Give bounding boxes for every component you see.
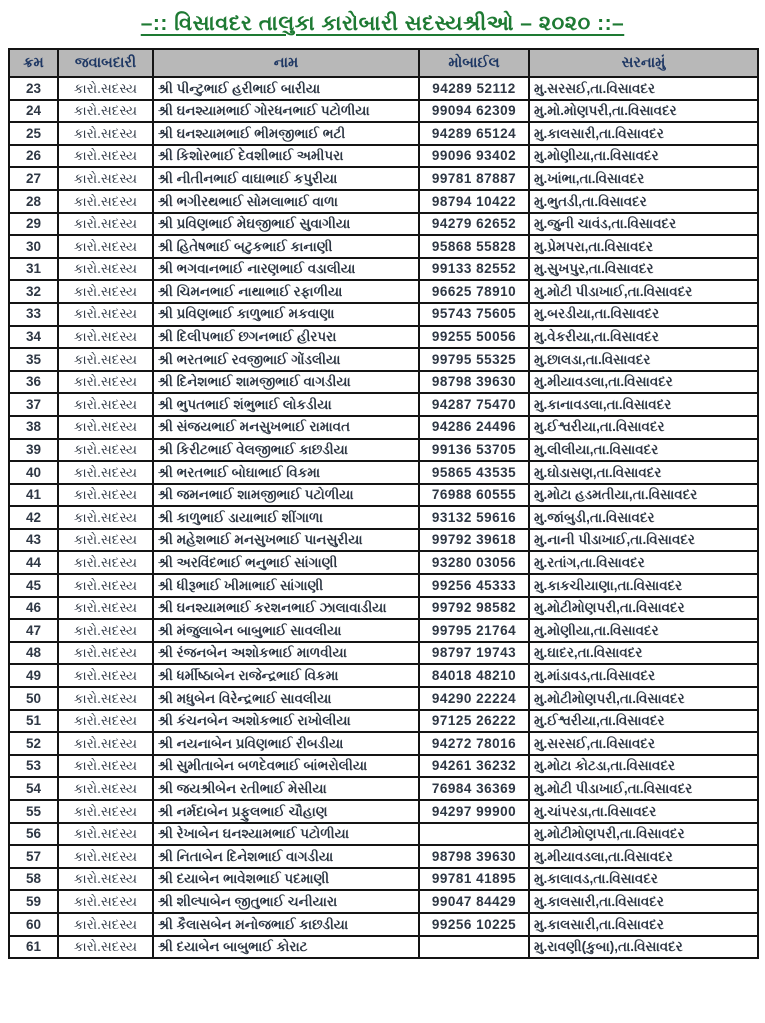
responsibility-cell: કારો.સદસ્ય bbox=[58, 619, 153, 642]
responsibility-cell: કારો.સદસ્ય bbox=[58, 461, 153, 484]
member-name-cell: શ્રી જયશ્રીબેન રતીભાઈ મેસીયા bbox=[153, 777, 419, 800]
address-cell: મુ.ભુતડી,તા.વિસાવદર bbox=[529, 190, 758, 213]
address-cell: મુ.રાવણી(કુબા),તા.વિસાવદર bbox=[529, 936, 758, 959]
address-cell: મુ.છાલડા,તા.વિસાવદર bbox=[529, 348, 758, 371]
responsibility-cell: કારો.સદસ્ય bbox=[58, 868, 153, 891]
mobile-number-cell: 99047 84429 bbox=[419, 890, 529, 913]
responsibility-cell: કારો.સદસ્ય bbox=[58, 213, 153, 236]
table-row bbox=[9, 303, 758, 326]
serial-no-cell: 25 bbox=[9, 122, 58, 145]
serial-no-cell: 61 bbox=[9, 936, 58, 959]
member-name-cell: શ્રી દિલીપભાઈ છગનભાઈ હીરપરા bbox=[153, 326, 419, 349]
address-cell: મુ.બરડીયા,તા.વિસાવદર bbox=[529, 303, 758, 326]
address-cell: મુ.સુખપુર,તા.વિસાવદર bbox=[529, 258, 758, 281]
serial-no-cell: 39 bbox=[9, 439, 58, 462]
responsibility-cell: કારો.સદસ્ય bbox=[58, 823, 153, 846]
address-cell: મુ.ખાંભા,તા.વિસાવદર bbox=[529, 167, 758, 190]
address-cell: મુ.મોણીયા,તા.વિસાવદર bbox=[529, 619, 758, 642]
serial-no-cell: 58 bbox=[9, 868, 58, 891]
address-cell: મુ.કાનાવડલા,તા.વિસાવદર bbox=[529, 393, 758, 416]
address-cell: મુ.મોટી પીડાખાઈ,તા.વિસાવદર bbox=[529, 777, 758, 800]
address-cell: મુ.નાની પીડાખાઈ,તા.વિસાવદર bbox=[529, 529, 758, 552]
table-row bbox=[9, 936, 758, 959]
address-cell: મુ.સરસઈ,તા.વિસાવદર bbox=[529, 732, 758, 755]
serial-no-cell: 29 bbox=[9, 213, 58, 236]
responsibility-cell: કારો.સદસ્ય bbox=[58, 732, 153, 755]
header-name: નામ bbox=[153, 49, 419, 77]
address-cell: મુ.મોટીમોણપરી,તા.વિસાવદર bbox=[529, 823, 758, 846]
member-name-cell: શ્રી ચિમનભાઈ નાથાભાઈ રફાળીયા bbox=[153, 280, 419, 303]
serial-no-cell: 51 bbox=[9, 710, 58, 733]
serial-no-cell: 60 bbox=[9, 913, 58, 936]
table-row bbox=[9, 167, 758, 190]
address-cell: મુ.મીયાવડલા,તા.વિસાવદર bbox=[529, 371, 758, 394]
responsibility-cell: કારો.સદસ્ય bbox=[58, 936, 153, 959]
mobile-number-cell: 97125 26222 bbox=[419, 710, 529, 733]
table-row bbox=[9, 597, 758, 620]
responsibility-cell: કારો.સદસ્ય bbox=[58, 642, 153, 665]
mobile-number-cell: 93132 59616 bbox=[419, 506, 529, 529]
table-row bbox=[9, 348, 758, 371]
header-address: સરનામું bbox=[529, 49, 758, 77]
serial-no-cell: 46 bbox=[9, 597, 58, 620]
member-name-cell: શ્રી મંજુલાબેન બાબુભાઈ સાવલીયા bbox=[153, 619, 419, 642]
serial-no-cell: 24 bbox=[9, 100, 58, 123]
serial-no-cell: 27 bbox=[9, 167, 58, 190]
member-name-cell: શ્રી ભગીરથભાઈ સોમલાભાઈ વાળા bbox=[153, 190, 419, 213]
serial-no-cell: 57 bbox=[9, 845, 58, 868]
responsibility-cell: કારો.સદસ્ય bbox=[58, 551, 153, 574]
address-cell: મુ.ચાંપરડા,તા.વિસાવદર bbox=[529, 800, 758, 823]
table-row bbox=[9, 687, 758, 710]
table-row bbox=[9, 77, 758, 100]
responsibility-cell: કારો.સદસ્ય bbox=[58, 348, 153, 371]
mobile-number-cell: 96625 78910 bbox=[419, 280, 529, 303]
serial-no-cell: 37 bbox=[9, 393, 58, 416]
member-name-cell: શ્રી કાળુભાઈ ડાયાભાઈ શીંગાળા bbox=[153, 506, 419, 529]
serial-no-cell: 59 bbox=[9, 890, 58, 913]
responsibility-cell: કારો.સદસ્ય bbox=[58, 574, 153, 597]
table-row bbox=[9, 800, 758, 823]
responsibility-cell: કારો.સદસ્ય bbox=[58, 190, 153, 213]
member-name-cell: શ્રી પ્રવિણભાઈ મેઘજીભાઈ સુવાગીયા bbox=[153, 213, 419, 236]
serial-no-cell: 56 bbox=[9, 823, 58, 846]
member-name-cell: શ્રી રંજનબેન અશોકભાઈ માળવીયા bbox=[153, 642, 419, 665]
table-row bbox=[9, 619, 758, 642]
responsibility-cell: કારો.સદસ્ય bbox=[58, 258, 153, 281]
serial-no-cell: 42 bbox=[9, 506, 58, 529]
mobile-number-cell: 98797 19743 bbox=[419, 642, 529, 665]
serial-no-cell: 45 bbox=[9, 574, 58, 597]
mobile-number-cell: 99795 21764 bbox=[419, 619, 529, 642]
address-cell: મુ.કાલસારી,તા.વિસાવદર bbox=[529, 122, 758, 145]
responsibility-cell: કારો.સદસ્ય bbox=[58, 371, 153, 394]
member-name-cell: શ્રી કંચનબેન અશોકભાઈ રાખોલીયા bbox=[153, 710, 419, 733]
header-mobile: મોબાઈલ bbox=[419, 49, 529, 77]
address-cell: મુ.વેકરીયા,તા.વિસાવદર bbox=[529, 326, 758, 349]
responsibility-cell: કારો.સદસ્ય bbox=[58, 145, 153, 168]
serial-no-cell: 31 bbox=[9, 258, 58, 281]
member-name-cell: શ્રી ભુપતભાઈ શંભુભાઈ લોકડીયા bbox=[153, 393, 419, 416]
table-row bbox=[9, 484, 758, 507]
address-cell: મુ.કાકચીયાણા,તા.વિસાવદર bbox=[529, 574, 758, 597]
member-name-cell: શ્રી સુમીતાબેન બળદેવભાઈ બાંભરોલીયા bbox=[153, 755, 419, 778]
responsibility-cell: કારો.સદસ્ય bbox=[58, 167, 153, 190]
mobile-number-cell: 94289 65124 bbox=[419, 122, 529, 145]
address-cell: મુ.જુની ચાવંડ,તા.વિસાવદર bbox=[529, 213, 758, 236]
member-name-cell: શ્રી ભરતભાઈ રવજીભાઈ ગોંડલીયા bbox=[153, 348, 419, 371]
table-row bbox=[9, 913, 758, 936]
mobile-number-cell: 94290 22224 bbox=[419, 687, 529, 710]
serial-no-cell: 48 bbox=[9, 642, 58, 665]
address-cell: મુ.મોટા કોટડા,તા.વિસાવદર bbox=[529, 755, 758, 778]
table-row bbox=[9, 710, 758, 733]
mobile-number-cell: 99133 82552 bbox=[419, 258, 529, 281]
mobile-number-cell: 93280 03056 bbox=[419, 551, 529, 574]
member-name-cell: શ્રી ભગવાનભાઈ નારણભાઈ વડાલીયા bbox=[153, 258, 419, 281]
members-table bbox=[8, 48, 759, 959]
mobile-number-cell: 94279 62652 bbox=[419, 213, 529, 236]
serial-no-cell: 40 bbox=[9, 461, 58, 484]
address-cell: મુ.મોણીયા,તા.વિસાવદર bbox=[529, 145, 758, 168]
mobile-number-cell bbox=[419, 823, 529, 846]
responsibility-cell: કારો.સદસ્ય bbox=[58, 664, 153, 687]
responsibility-cell: કારો.સદસ્ય bbox=[58, 529, 153, 552]
serial-no-cell: 36 bbox=[9, 371, 58, 394]
address-cell: મુ.સરસઈ,તા.વિસાવદર bbox=[529, 77, 758, 100]
mobile-number-cell: 98794 10422 bbox=[419, 190, 529, 213]
mobile-number-cell: 99136 53705 bbox=[419, 439, 529, 462]
member-name-cell: શ્રી પ્રવિણભાઈ કાળુભાઈ મકવાણા bbox=[153, 303, 419, 326]
mobile-number-cell: 76984 36369 bbox=[419, 777, 529, 800]
address-cell: મુ.ઈશ્વરીયા,તા.વિસાવદર bbox=[529, 710, 758, 733]
responsibility-cell: કારો.સદસ્ય bbox=[58, 439, 153, 462]
member-name-cell: શ્રી મહેશભાઈ મનસુખભાઈ પાનસુરીયા bbox=[153, 529, 419, 552]
member-name-cell: શ્રી ઘનશ્યામભાઈ ભીમજીભાઈ ભટી bbox=[153, 122, 419, 145]
member-name-cell: શ્રી રેખાબેન ઘનશ્યામભાઈ પટોળીયા bbox=[153, 823, 419, 846]
table-row bbox=[9, 100, 758, 123]
address-cell: મુ.મોટા હડમતીયા,તા.વિસાવદર bbox=[529, 484, 758, 507]
serial-no-cell: 33 bbox=[9, 303, 58, 326]
responsibility-cell: કારો.સદસ્ય bbox=[58, 100, 153, 123]
serial-no-cell: 50 bbox=[9, 687, 58, 710]
mobile-number-cell bbox=[419, 936, 529, 959]
serial-no-cell: 55 bbox=[9, 800, 58, 823]
member-name-cell: શ્રી કૈલાસબેન મનોજભાઈ કાછડીયા bbox=[153, 913, 419, 936]
mobile-number-cell: 99256 45333 bbox=[419, 574, 529, 597]
table-row bbox=[9, 574, 758, 597]
mobile-number-cell: 94261 36232 bbox=[419, 755, 529, 778]
member-name-cell: શ્રી ભરતભાઈ બોઘાભાઈ વિકમા bbox=[153, 461, 419, 484]
serial-no-cell: 53 bbox=[9, 755, 58, 778]
address-cell: મુ.કાલાવડ,તા.વિસાવદર bbox=[529, 868, 758, 891]
responsibility-cell: કારો.સદસ્ય bbox=[58, 122, 153, 145]
table-row bbox=[9, 393, 758, 416]
table-row bbox=[9, 890, 758, 913]
address-cell: મુ.ઘાદર,તા.વિસાવદર bbox=[529, 642, 758, 665]
mobile-number-cell: 94287 75470 bbox=[419, 393, 529, 416]
mobile-number-cell: 98798 39630 bbox=[419, 371, 529, 394]
mobile-number-cell: 99792 39618 bbox=[419, 529, 529, 552]
responsibility-cell: કારો.સદસ્ય bbox=[58, 710, 153, 733]
member-name-cell: શ્રી ઘનશ્યામભાઈ કરશનભાઈ ઝાલાવાડીયા bbox=[153, 597, 419, 620]
table-row bbox=[9, 258, 758, 281]
mobile-number-cell: 94272 78016 bbox=[419, 732, 529, 755]
header-serial-no: ક્રમ bbox=[9, 49, 58, 77]
member-name-cell: શ્રી નિતાબેન દિનેશભાઈ વાગડીયા bbox=[153, 845, 419, 868]
table-row bbox=[9, 122, 758, 145]
member-name-cell: શ્રી ધીરૂભાઈ ખીમાભાઈ સાંગાણી bbox=[153, 574, 419, 597]
table-row bbox=[9, 823, 758, 846]
member-name-cell: શ્રી સંજયભાઈ મનસુખભાઈ રામાવત bbox=[153, 416, 419, 439]
serial-no-cell: 54 bbox=[9, 777, 58, 800]
member-name-cell: શ્રી કિરીટભાઈ વેલજીભાઈ કાછડીયા bbox=[153, 439, 419, 462]
member-name-cell: શ્રી નીતીનભાઈ વાઘાભાઈ કપુરીયા bbox=[153, 167, 419, 190]
member-name-cell: શ્રી શીલ્પાબેન જીતુભાઈ ચનીયારા bbox=[153, 890, 419, 913]
responsibility-cell: કારો.સદસ્ય bbox=[58, 326, 153, 349]
address-cell: મુ.મીયાવડલા,તા.વિસાવદર bbox=[529, 845, 758, 868]
table-row bbox=[9, 529, 758, 552]
table-row bbox=[9, 280, 758, 303]
mobile-number-cell: 99792 98582 bbox=[419, 597, 529, 620]
responsibility-cell: કારો.સદસ્ય bbox=[58, 597, 153, 620]
responsibility-cell: કારો.સદસ્ય bbox=[58, 416, 153, 439]
serial-no-cell: 30 bbox=[9, 235, 58, 258]
mobile-number-cell: 98798 39630 bbox=[419, 845, 529, 868]
address-cell: મુ.મો.મોણપરી,તા.વિસાવદર bbox=[529, 100, 758, 123]
member-name-cell: શ્રી દિનેશભાઈ શામજીભાઈ વાગડીયા bbox=[153, 371, 419, 394]
serial-no-cell: 23 bbox=[9, 77, 58, 100]
address-cell: મુ.કાલસારી,તા.વિસાવદર bbox=[529, 890, 758, 913]
table-row bbox=[9, 416, 758, 439]
table-row bbox=[9, 868, 758, 891]
address-cell: મુ.મોટીમોણપરી,તા.વિસાવદર bbox=[529, 687, 758, 710]
serial-no-cell: 34 bbox=[9, 326, 58, 349]
table-row bbox=[9, 551, 758, 574]
header-responsibility: જવાબદારી bbox=[58, 49, 153, 77]
mobile-number-cell: 94289 52112 bbox=[419, 77, 529, 100]
table-row bbox=[9, 371, 758, 394]
member-name-cell: શ્રી પીન્ટુભાઈ હરીભાઈ બારીયા bbox=[153, 77, 419, 100]
responsibility-cell: કારો.સદસ્ય bbox=[58, 913, 153, 936]
table-row bbox=[9, 664, 758, 687]
serial-no-cell: 41 bbox=[9, 484, 58, 507]
serial-no-cell: 43 bbox=[9, 529, 58, 552]
table-row bbox=[9, 235, 758, 258]
table-row bbox=[9, 755, 758, 778]
serial-no-cell: 49 bbox=[9, 664, 58, 687]
member-name-cell: શ્રી કિશોરભાઈ દેવશીભાઈ અમીપરા bbox=[153, 145, 419, 168]
serial-no-cell: 44 bbox=[9, 551, 58, 574]
address-cell: મુ.પ્રેમપરા,તા.વિસાવદર bbox=[529, 235, 758, 258]
table-row bbox=[9, 777, 758, 800]
serial-no-cell: 32 bbox=[9, 280, 58, 303]
serial-no-cell: 35 bbox=[9, 348, 58, 371]
table-header-row bbox=[9, 49, 758, 77]
table-row bbox=[9, 190, 758, 213]
address-cell: મુ.ઘોડાસણ,તા.વિસાવદર bbox=[529, 461, 758, 484]
address-cell: મુ.રતાંગ,તા.વિસાવદર bbox=[529, 551, 758, 574]
serial-no-cell: 26 bbox=[9, 145, 58, 168]
responsibility-cell: કારો.સદસ્ય bbox=[58, 845, 153, 868]
table-row bbox=[9, 461, 758, 484]
mobile-number-cell: 95743 75605 bbox=[419, 303, 529, 326]
address-cell: મુ.મોટી પીડાખાઈ,તા.વિસાવદર bbox=[529, 280, 758, 303]
responsibility-cell: કારો.સદસ્ય bbox=[58, 800, 153, 823]
page-title: –:: વિસાવદર તાલુકા કારોબારી સદસ્યશ્રીઓ – ૨૦૨૦ ::– bbox=[140, 12, 625, 35]
table-row bbox=[9, 213, 758, 236]
table-row bbox=[9, 506, 758, 529]
serial-no-cell: 52 bbox=[9, 732, 58, 755]
address-cell: મુ.ઈશ્વરીયા,તા.વિસાવદર bbox=[529, 416, 758, 439]
member-name-cell: શ્રી નર્મદાબેન પ્રફુલભાઈ ચૌહાણ bbox=[153, 800, 419, 823]
responsibility-cell: કારો.સદસ્ય bbox=[58, 235, 153, 258]
address-cell: મુ.માંડાવડ,તા.વિસાવદર bbox=[529, 664, 758, 687]
responsibility-cell: કારો.સદસ્ય bbox=[58, 687, 153, 710]
member-name-cell: શ્રી દયાબેન બાબુભાઈ કોરાટ bbox=[153, 936, 419, 959]
address-cell: મુ.જાંબુડી,તા.વિસાવદર bbox=[529, 506, 758, 529]
mobile-number-cell: 99781 87887 bbox=[419, 167, 529, 190]
mobile-number-cell: 84018 48210 bbox=[419, 664, 529, 687]
mobile-number-cell: 99256 10225 bbox=[419, 913, 529, 936]
mobile-number-cell: 99096 93402 bbox=[419, 145, 529, 168]
responsibility-cell: કારો.સદસ્ય bbox=[58, 393, 153, 416]
responsibility-cell: કારો.સદસ્ય bbox=[58, 777, 153, 800]
table-row bbox=[9, 845, 758, 868]
table-row bbox=[9, 439, 758, 462]
responsibility-cell: કારો.સદસ્ય bbox=[58, 77, 153, 100]
table-row bbox=[9, 642, 758, 665]
mobile-number-cell: 99781 41895 bbox=[419, 868, 529, 891]
member-name-cell: શ્રી જમનભાઈ શામજીભાઈ પટોળીયા bbox=[153, 484, 419, 507]
member-name-cell: શ્રી અરવિંદભાઈ ભનુભાઈ સાંગાણી bbox=[153, 551, 419, 574]
table-row bbox=[9, 145, 758, 168]
mobile-number-cell: 99795 55325 bbox=[419, 348, 529, 371]
member-name-cell: શ્રી ઘનશ્યામભાઈ ગોરધનભાઈ પટોળીયા bbox=[153, 100, 419, 123]
member-name-cell: શ્રી મધુબેન વિરેન્દ્રભાઈ સાવલીયા bbox=[153, 687, 419, 710]
mobile-number-cell: 95865 43535 bbox=[419, 461, 529, 484]
mobile-number-cell: 94297 99900 bbox=[419, 800, 529, 823]
table-row bbox=[9, 732, 758, 755]
responsibility-cell: કારો.સદસ્ય bbox=[58, 484, 153, 507]
responsibility-cell: કારો.સદસ્ય bbox=[58, 755, 153, 778]
mobile-number-cell: 99255 50056 bbox=[419, 326, 529, 349]
serial-no-cell: 47 bbox=[9, 619, 58, 642]
mobile-number-cell: 99094 62309 bbox=[419, 100, 529, 123]
responsibility-cell: કારો.સદસ્ય bbox=[58, 303, 153, 326]
responsibility-cell: કારો.સદસ્ય bbox=[58, 506, 153, 529]
member-name-cell: શ્રી દયાબેન ભાવેશભાઈ પદમાણી bbox=[153, 868, 419, 891]
responsibility-cell: કારો.સદસ્ય bbox=[58, 280, 153, 303]
mobile-number-cell: 94286 24496 bbox=[419, 416, 529, 439]
mobile-number-cell: 95868 55828 bbox=[419, 235, 529, 258]
member-name-cell: શ્રી નયનાબેન પ્રવિણભાઈ રીબડીયા bbox=[153, 732, 419, 755]
address-cell: મુ.લીલીયા,તા.વિસાવદર bbox=[529, 439, 758, 462]
serial-no-cell: 28 bbox=[9, 190, 58, 213]
member-name-cell: શ્રી હિતેષભાઈ બટુકભાઈ કાનાણી bbox=[153, 235, 419, 258]
address-cell: મુ.કાલસારી,તા.વિસાવદર bbox=[529, 913, 758, 936]
table-row bbox=[9, 326, 758, 349]
mobile-number-cell: 76988 60555 bbox=[419, 484, 529, 507]
address-cell: મુ.મોટીમોણપરી,તા.વિસાવદર bbox=[529, 597, 758, 620]
serial-no-cell: 38 bbox=[9, 416, 58, 439]
responsibility-cell: કારો.સદસ્ય bbox=[58, 890, 153, 913]
member-name-cell: શ્રી ધર્મીષ્ઠાબેન રાજેન્દ્રભાઈ વિકમા bbox=[153, 664, 419, 687]
